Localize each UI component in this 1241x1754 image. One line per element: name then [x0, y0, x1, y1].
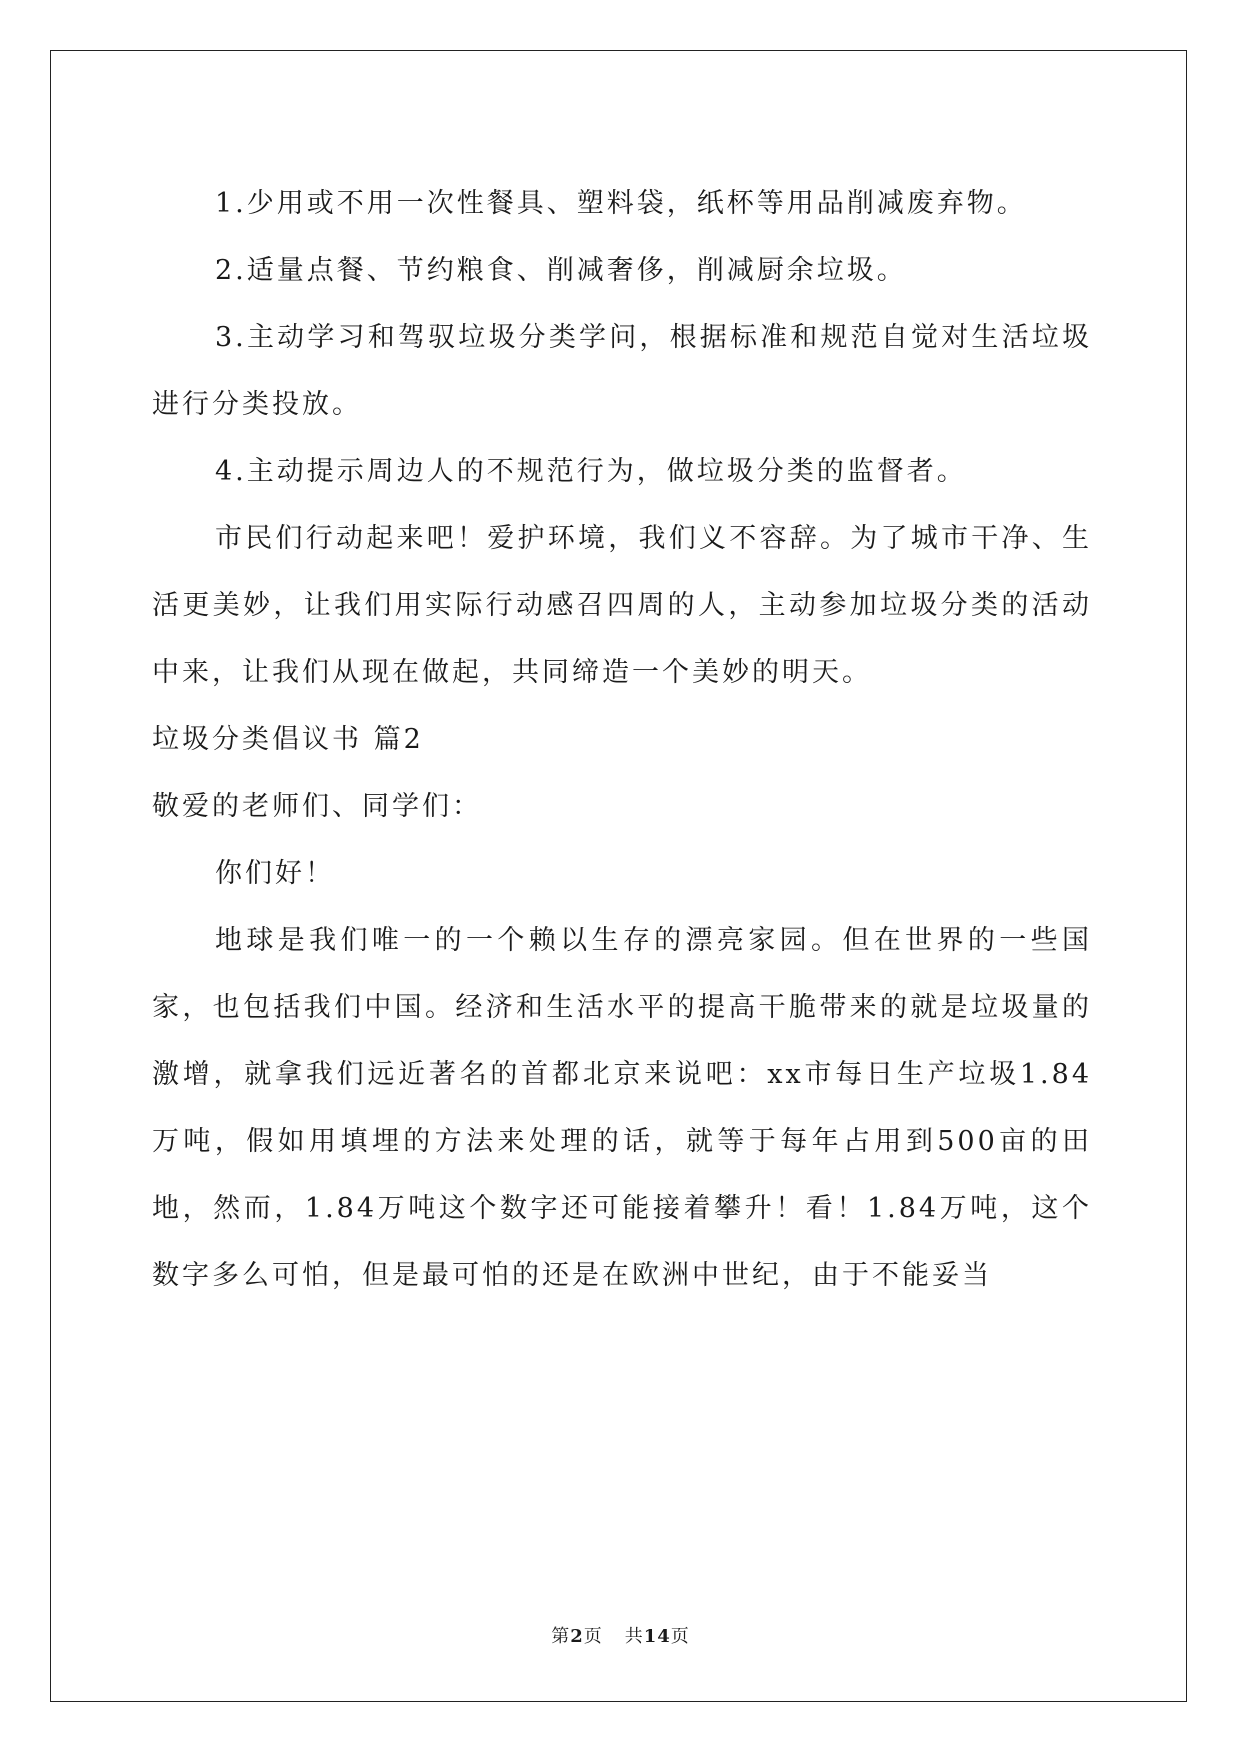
paragraph-item-4: 4.主动提示周边人的不规范行为，做垃圾分类的监督者。: [215, 456, 967, 487]
footer-page-prefix: 第: [551, 1626, 571, 1647]
footer-total-suffix: 页: [670, 1626, 690, 1647]
footer-page-number: 2: [570, 1626, 584, 1647]
paragraph-item-1: 1.少用或不用一次性餐具、塑料袋，纸杯等用品削减废弃物。: [215, 188, 1027, 219]
document-body: [152, 170, 1092, 1309]
page-footer: [0, 1622, 1241, 1648]
footer-total-prefix: 共: [624, 1626, 644, 1647]
paragraph-body: 地球是我们唯一的一个赖以生存的漂亮家园。但在世界的一些国家，也包括我们中国。经济和生活水平的提高干脆带来的就是垃圾量的激增，就拿我们远近著名的首都北京来说吧：xx市每日生产垃圾1.84万吨，假如用填埋的方法来处理的话，就等于每年占用到500亩的田地，然而，1.84万吨这个数字还可能接着攀升！看！1.84万吨，这个数字多么可怕，但是最可怕的还是在欧洲中世纪，由于不能妥当: [152, 925, 1092, 1291]
greeting: 你们好！: [215, 858, 335, 889]
paragraph-call-to-action: 市民们行动起来吧！爱护环境，我们义不容辞。为了城市干净、生活更美妙，让我们用实际行动感召四周的人，主动参加垃圾分类的活动中来，让我们从现在做起，共同缔造一个美妙的明天。: [152, 523, 1092, 688]
section-heading: 垃圾分类倡议书 篇2: [152, 724, 424, 755]
paragraph-item-2: 2.适量点餐、节约粮食、削减奢侈，削减厨余垃圾。: [215, 255, 907, 286]
footer-page-suffix: 页: [583, 1626, 603, 1647]
footer-total-pages: 14: [643, 1626, 671, 1647]
salutation: 敬爱的老师们、同学们：: [152, 791, 482, 822]
paragraph-item-3: 3.主动学习和驾驭垃圾分类学问，根据标准和规范自觉对生活垃圾进行分类投放。: [152, 322, 1092, 420]
